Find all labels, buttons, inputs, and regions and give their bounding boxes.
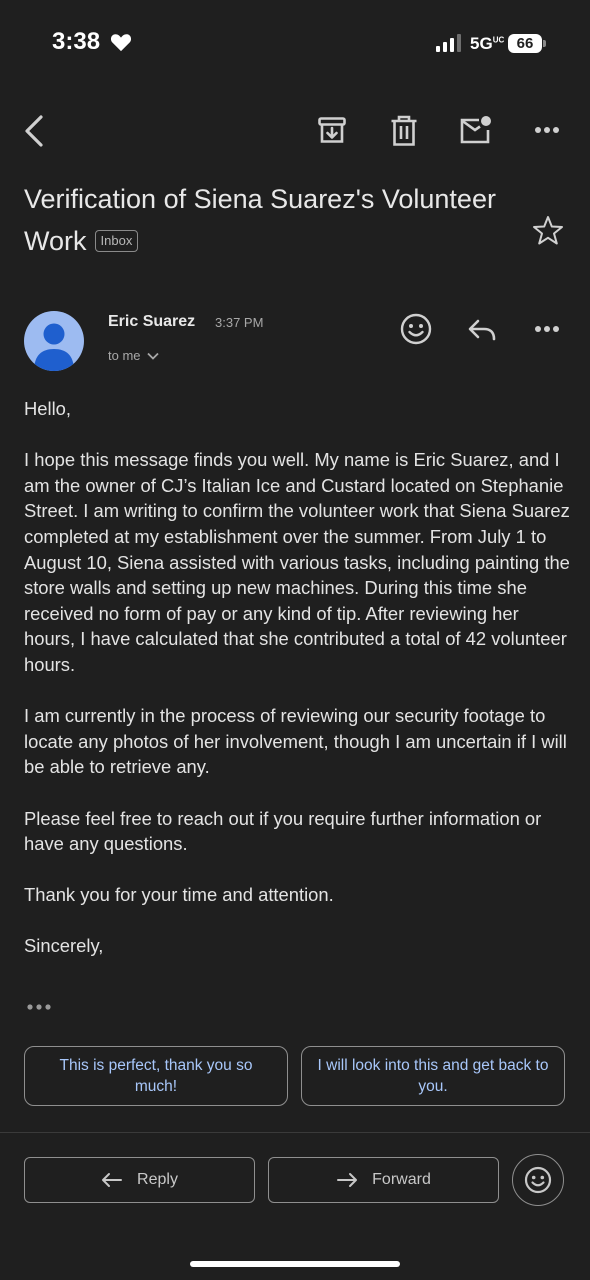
chevron-down-icon bbox=[147, 352, 159, 360]
network-indicator: $5G^{UC}$ bbox=[470, 34, 505, 53]
message-more-options-icon[interactable] bbox=[534, 325, 560, 333]
status-time: 3:38 bbox=[52, 28, 101, 55]
battery-indicator: 66 bbox=[508, 34, 542, 53]
recipient-text: to me bbox=[108, 348, 141, 363]
delete-icon[interactable] bbox=[390, 115, 418, 147]
sender-avatar[interactable] bbox=[24, 311, 84, 371]
star-icon[interactable] bbox=[532, 215, 564, 245]
inbox-label-badge[interactable]: Inbox bbox=[95, 230, 139, 252]
heart-icon bbox=[110, 32, 132, 52]
signal-icon bbox=[436, 34, 461, 52]
archive-icon[interactable] bbox=[317, 116, 347, 146]
subject-text: Verification of Siena Suarez's Volunteer Work bbox=[24, 184, 496, 256]
body-paragraph: Please feel free to reach out if you require further information or have any questions. bbox=[24, 807, 542, 855]
sent-time: 3:37 PM bbox=[215, 315, 264, 330]
email-body bbox=[24, 396, 572, 985]
emoji-react-button[interactable] bbox=[512, 1154, 564, 1206]
body-paragraph: Hello, bbox=[24, 398, 72, 419]
reply-label: Reply bbox=[137, 1171, 178, 1188]
body-paragraph: I hope this message finds you well. My name is Eric Suarez, and I am the owner of CJ’s Italian Ice and Custard located on Stephanie Street. I am writing to confirm the volunteer work that Siena Suarez completed at my establishment over the summer. From July 1 to August 10, Siena assisted with various tasks, including painting the store walls and setting up new machines. During this time she received no form of pay or any kind of tip. After reviewing her hours, I have calculated that she contributed a total of 42 volunteer hours. bbox=[24, 449, 570, 675]
more-options-icon[interactable] bbox=[534, 126, 560, 134]
sender-name[interactable]: Eric Suarez bbox=[108, 313, 196, 330]
reply-arrow-icon bbox=[101, 1172, 123, 1188]
reply-icon[interactable] bbox=[467, 318, 497, 342]
forward-arrow-icon bbox=[336, 1172, 358, 1188]
smiley-icon bbox=[524, 1166, 552, 1194]
body-paragraph: Thank you for your time and attention. bbox=[24, 884, 334, 906]
mark-unread-icon[interactable] bbox=[459, 115, 493, 145]
home-indicator bbox=[190, 1261, 400, 1267]
battery-nub bbox=[543, 40, 546, 47]
smart-reply-1[interactable]: This is perfect, thank you so much! bbox=[24, 1046, 288, 1106]
email-subject bbox=[24, 178, 504, 262]
show-trimmed-content-icon[interactable] bbox=[26, 1002, 52, 1012]
body-paragraph: Sincerely, bbox=[24, 935, 104, 957]
body-paragraph: I am currently in the process of reviewing our security footage to locate any photos of her involvement, though I am uncertain if I will be able to retrieve any. bbox=[24, 705, 567, 778]
smart-reply-2[interactable]: I will look into this and get back to you. bbox=[301, 1046, 565, 1106]
reply-button[interactable] bbox=[24, 1157, 255, 1203]
emoji-reaction-icon[interactable] bbox=[400, 313, 432, 345]
back-arrow-icon[interactable] bbox=[22, 114, 46, 148]
forward-button[interactable] bbox=[268, 1157, 499, 1203]
divider bbox=[0, 1132, 590, 1133]
forward-label: Forward bbox=[372, 1171, 431, 1188]
recipient-details[interactable] bbox=[108, 348, 159, 363]
